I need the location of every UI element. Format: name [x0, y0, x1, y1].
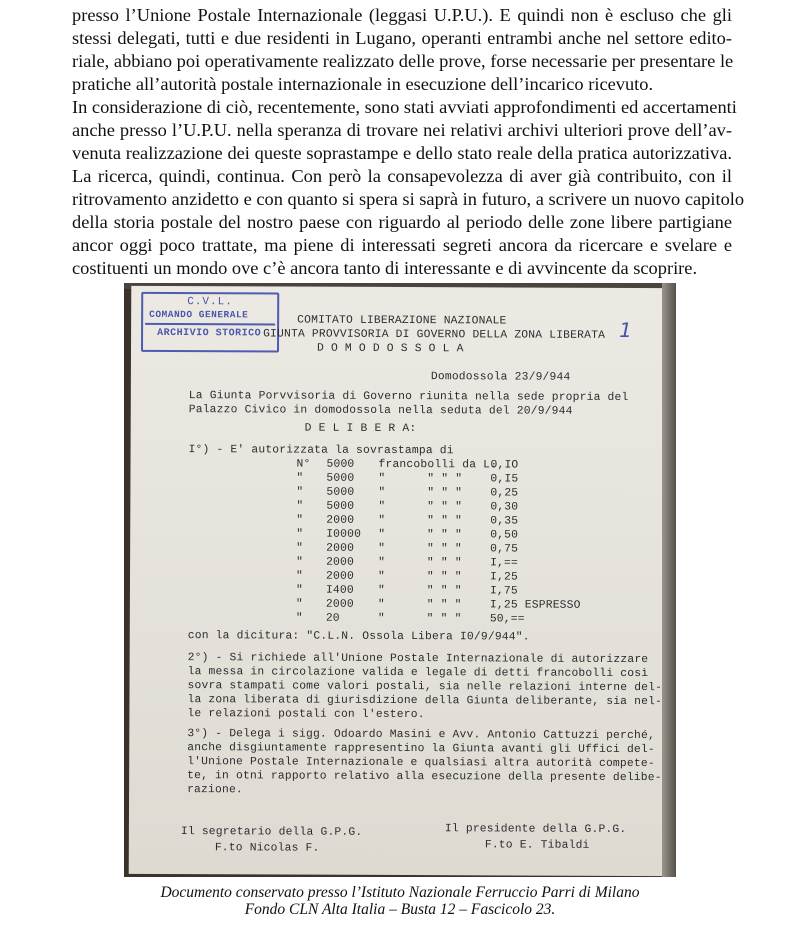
doc-intro-line: La Giunta Porvvisoria di Governo riunita nella sede propria del — [188, 390, 629, 405]
stamp-divider — [145, 323, 275, 325]
doc-header-line: GIUNTA PROVVISORIA DI GOVERNO DELLA ZONA LIBERATA — [263, 328, 606, 342]
doc-item-2-line: 2°) - Si richiede all'Unione Postale Internazionale di autorizzare — [187, 652, 649, 667]
caption-line: Documento conservato presso l’Istituto Nazionale Ferruccio Parri di Milano — [160, 884, 640, 901]
article-text — [72, 4, 745, 280]
table-cell-value: 0,35 — [490, 515, 519, 528]
table-cell-no: " — [296, 472, 304, 485]
table-cell-value: 0,30 — [490, 501, 519, 514]
archive-stamp — [141, 292, 279, 353]
stamp-line: ARCHIVIO STORICO — [157, 327, 262, 340]
doc-item-2-line: le relazioni postali con l'estero. — [187, 708, 425, 722]
doc-item-2-line: la zona liberata di giurisdizione della Giunta deliberante, sia nel- — [187, 694, 663, 709]
doc-header-line: D O M O D O S S O L A — [316, 342, 464, 356]
article-line: ritrovamento anzidetto e con quanto si spera si saprà in futuro, a scrivere un nuovo capitolo — [72, 189, 745, 209]
handwritten-page-number: 1 — [619, 317, 632, 343]
table-cell-no: N° — [296, 458, 311, 471]
table-cell-no: " — [296, 514, 304, 527]
table-cell-qty: 2000 — [326, 542, 355, 555]
doc-item-3-line: 3°) - Delega i sigg. Odoardo Masini e Avv. Antonio Cattuzzi perché, — [187, 728, 655, 743]
article-line: pratiche all’autorità postale internazionale in esecuzione dell’incarico ricevuto. — [72, 74, 654, 94]
table-cell-qty: 5000 — [326, 472, 355, 485]
table-cell-qty: 2000 — [326, 556, 355, 569]
stamp-line: C.V.L. — [187, 296, 233, 309]
table-cell-value: I,75 — [489, 585, 518, 598]
doc-item-3-line: te, in otni rapporto relativo alla esecuzione della presente delibe- — [187, 770, 662, 785]
table-cell-qty: 2000 — [325, 598, 354, 611]
table-cell-no: " — [295, 584, 303, 597]
table-cell-desc: francobolli da L. — [378, 458, 498, 472]
caption-line: Fondo CLN Alta Italia – Busta 12 – Fascicolo 23. — [244, 901, 556, 918]
doc-intro-line: Palazzo Civico in domodossola nella seduta del 20/9/944 — [188, 404, 573, 418]
doc-header-line: COMITATO LIBERAZIONE NAZIONALE — [297, 314, 507, 328]
table-cell-desc: " " " " — [377, 570, 462, 584]
table-cell-no: " — [296, 486, 304, 499]
signature-left-title: Il segretario della G.P.G. — [180, 826, 363, 839]
table-cell-qty: 5000 — [326, 458, 355, 471]
doc-date: Domodossola 23/9/944 — [430, 371, 571, 384]
doc-dicitura: con la dicitura: "C.L.N. Ossola Libera I0/9/944". — [187, 630, 530, 644]
table-cell-desc: " " " " — [377, 612, 462, 626]
table-cell-desc: " " " " — [377, 598, 462, 612]
table-cell-value: I,== — [490, 557, 519, 570]
article-line: ancor oggi poco trattate, ma piene di interessati segreti ancora da ricercare e svelare e — [72, 235, 732, 255]
table-cell-no: " — [296, 542, 304, 555]
table-cell-qty: I0000 — [326, 528, 362, 541]
table-cell-desc: " " " " — [377, 584, 462, 598]
table-cell-desc: " " " " — [378, 542, 462, 556]
table-cell-no: " — [295, 612, 303, 625]
doc-item-1: I°) - E' autorizzata la sovrastampa di — [188, 444, 454, 458]
doc-item-2-line: la messa in circolazione valida e legale di detti francobolli così — [187, 666, 649, 681]
table-cell-qty: 2000 — [325, 570, 354, 583]
table-cell-qty: 2000 — [326, 514, 355, 527]
table-cell-qty: 5000 — [326, 500, 355, 513]
article-line: venuta realizzazione dei queste soprastampe e dello stato reale della pratica autorizzativa. — [72, 143, 732, 163]
table-cell-desc: " " " " — [378, 514, 463, 528]
article-line: In considerazione di ciò, recentemente, sono stati avviati approfondimenti ed accertamenti — [72, 97, 737, 117]
signature-right-title: Il presidente della G.P.G. — [444, 823, 627, 836]
table-cell-qty: 20 — [325, 612, 340, 625]
table-cell-desc: " " " " — [378, 556, 462, 570]
article-line: La ricerca, quindi, continua. Con però la consapevolezza di aver già contribuito, con il — [72, 166, 732, 186]
article-line: presso l’Unione Postale Internazionale (leggasi U.P.U.). E quindi non è escluso che gli — [72, 5, 732, 25]
table-cell-no: " — [296, 500, 304, 513]
table-cell-no: " — [295, 598, 303, 611]
table-cell-value: I,25 ESPRESSO — [489, 599, 581, 612]
table-cell-value: 0,I5 — [490, 473, 519, 486]
typed-document — [129, 286, 668, 876]
doc-item-3-line: anche disgiuntamente rappresentino la Giunta avanti gli Uffici del- — [187, 742, 655, 757]
signature-right-name: F.to E. Tibaldi — [484, 839, 590, 852]
table-cell-qty: 5000 — [326, 486, 355, 499]
table-cell-value: 0,IO — [490, 459, 519, 472]
table-cell-desc: " " " " — [378, 500, 463, 514]
table-cell-value: I,25 — [489, 571, 518, 584]
signature-left-name: F.to Nicolas F. — [214, 842, 320, 855]
table-cell-no: " — [296, 528, 304, 541]
table-cell-desc: " " " " — [378, 472, 463, 486]
doc-item-3-line: l'Unione Postale Internazionale e qualsiasi altra autorità compete- — [187, 756, 655, 771]
doc-item-2-line: sovra stampati come valori postali, sia nelle relazioni interne del- — [187, 680, 663, 695]
article-line: anche presso l’U.P.U. nella speranza di trovare nei relativi archivi ulteriori prove dell’av- — [72, 120, 732, 140]
article-line: della storia postale del nostro paese con riguardo al periodo delle zone libere partigiane — [72, 212, 732, 232]
stamp-line: COMANDO GENERALE — [149, 308, 249, 321]
document-photo — [124, 283, 676, 877]
doc-delibera: D E L I B E R A: — [304, 422, 417, 436]
doc-item-3-line: razione. — [187, 784, 243, 797]
table-cell-value: 50,== — [489, 613, 525, 626]
table-cell-no: " — [295, 570, 304, 583]
photo-shadow — [662, 283, 676, 877]
table-cell-desc: " " " " — [378, 486, 463, 500]
table-cell-no: " — [296, 556, 304, 569]
table-cell-desc: " " " " — [378, 528, 462, 542]
article-line: stessi delegati, tutti e due residenti in Lugano, operanti entrambi anche nel settore edito- — [72, 28, 732, 48]
table-cell-qty: I400 — [325, 584, 354, 597]
table-cell-value: 0,75 — [490, 543, 519, 556]
table-cell-value: 0,50 — [490, 529, 519, 542]
table-cell-value: 0,25 — [490, 487, 519, 500]
article-line: riale, abbiano poi operativamente realizzato delle prove, forse necessarie per presentare le — [72, 51, 734, 71]
article-line: costituenti un mondo ove c’è ancora tanto di interessante e di avvincente da scoprire. — [72, 258, 698, 278]
